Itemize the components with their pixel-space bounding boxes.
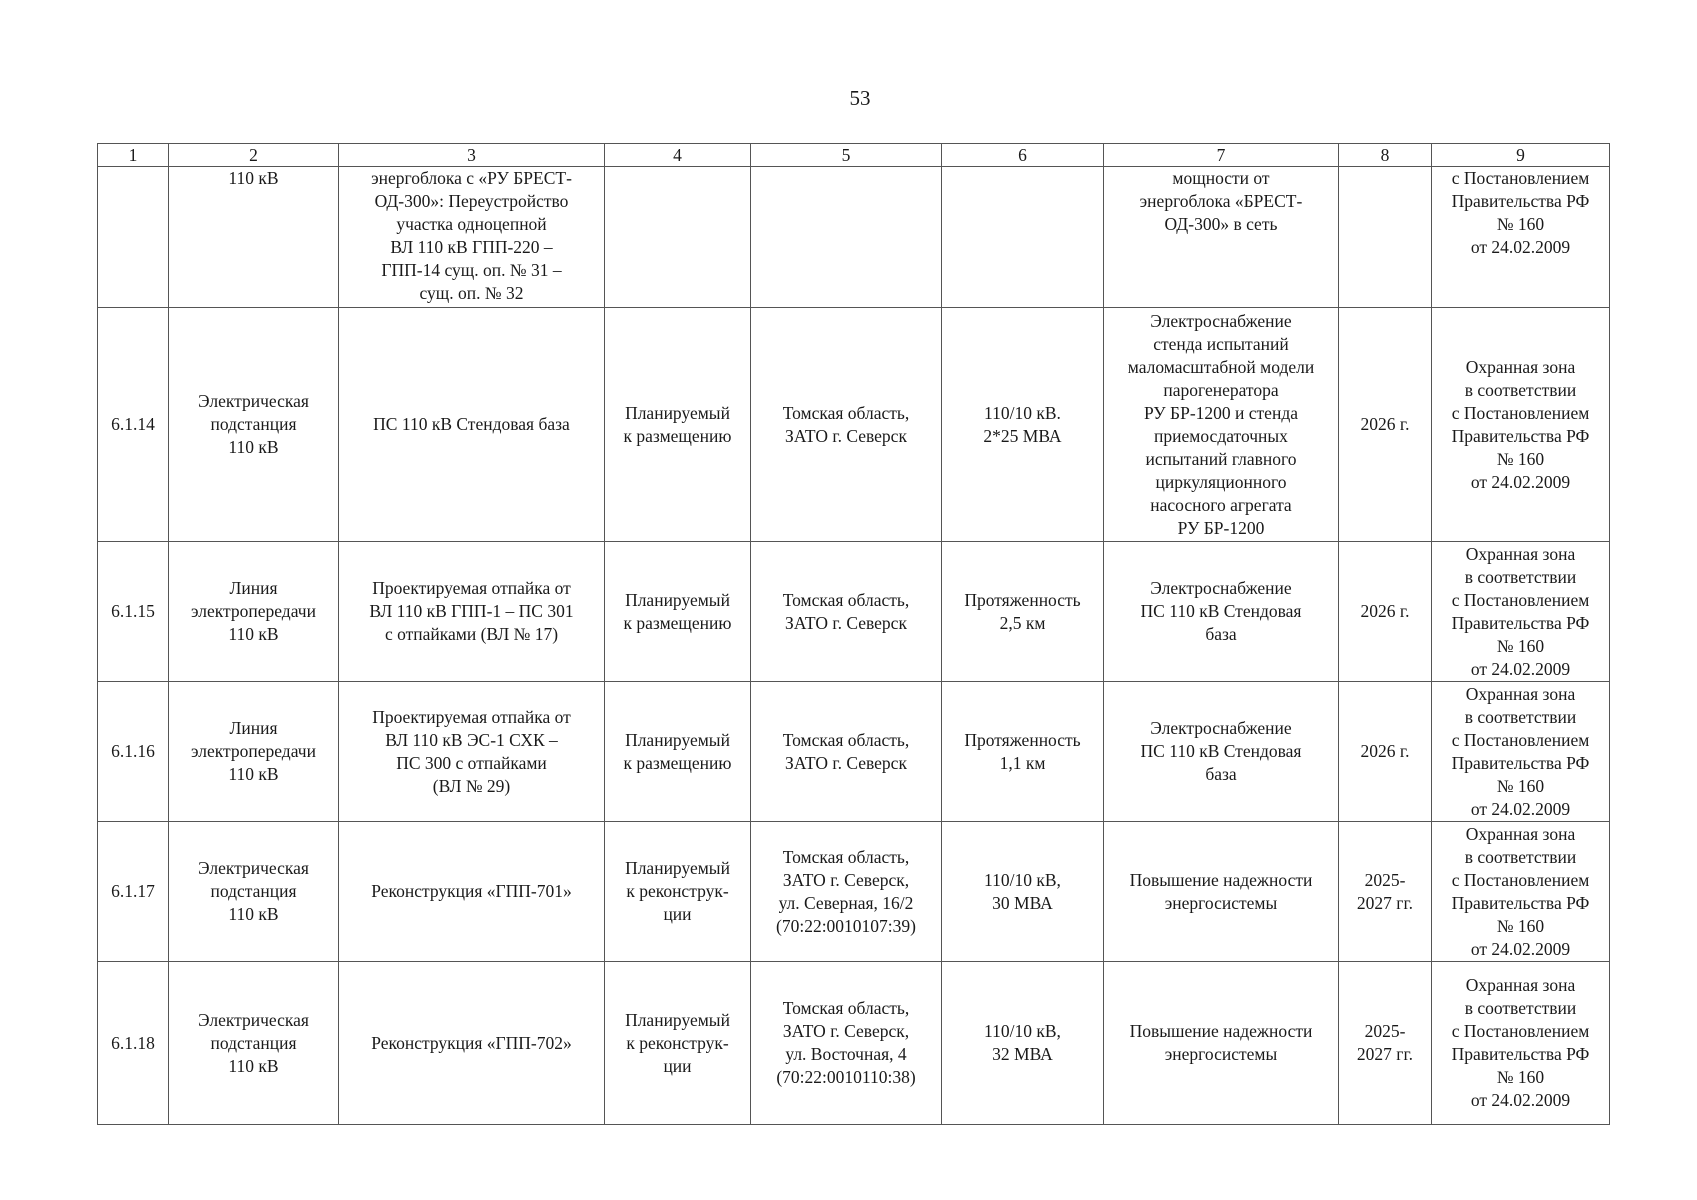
location-cell: Томская область, ЗАТО г. Северск [751, 542, 942, 682]
zone-cell: Охранная зона в соответствии с Постановлением Правительства РФ № 160 от 24.02.2009 [1432, 682, 1610, 822]
object-type-cell: Линия электропередачи 110 кВ [169, 542, 339, 682]
column-number: 6 [942, 144, 1104, 167]
zone-cell: Охранная зона в соответствии с Постановлением Правительства РФ № 160 от 24.02.2009 [1432, 822, 1610, 962]
status-cell [605, 167, 751, 308]
status-cell: Планируемый к реконструк- ции [605, 822, 751, 962]
column-number: 9 [1432, 144, 1610, 167]
location-cell: Томская область, ЗАТО г. Северск, ул. Северная, 16/2 (70:22:0010107:39) [751, 822, 942, 962]
parameters-cell: Протяженность 1,1 км [942, 682, 1104, 822]
object-type-cell: Линия электропередачи 110 кВ [169, 682, 339, 822]
zone-cell: с Постановлением Правительства РФ № 160 от 24.02.2009 [1432, 167, 1610, 308]
table-row-continuation [98, 167, 1610, 308]
column-number: 5 [751, 144, 942, 167]
column-number: 1 [98, 144, 169, 167]
location-cell: Томская область, ЗАТО г. Северск, ул. Восточная, 4 (70:22:0010110:38) [751, 962, 942, 1125]
parameters-cell: 110/10 кВ, 30 МВА [942, 822, 1104, 962]
column-number: 3 [339, 144, 605, 167]
term-cell: 2026 г. [1339, 542, 1432, 682]
object-name-cell: энергоблока с «РУ БРЕСТ- ОД-300»: Переустройство участка одноцепной ВЛ 110 кВ ГПП-220 – ГПП-14 сущ. оп. № 31 – сущ. оп. № 32 [339, 167, 605, 308]
term-cell: 2025- 2027 гг. [1339, 822, 1432, 962]
column-number: 2 [169, 144, 339, 167]
location-cell: Томская область, ЗАТО г. Северск [751, 682, 942, 822]
column-number: 4 [605, 144, 751, 167]
object-type-cell: Электрическая подстанция 110 кВ [169, 962, 339, 1125]
table-row [98, 308, 1610, 542]
parameters-cell: Протяженность 2,5 км [942, 542, 1104, 682]
purpose-cell: Электроснабжение стенда испытаний маломасштабной модели парогенератора РУ БР-1200 и стенда приемосдаточных испытаний главного циркуляционного насосного агрегата РУ БР-1200 [1104, 308, 1339, 542]
object-name-cell: Реконструкция «ГПП-702» [339, 962, 605, 1125]
page-number: 53 [849, 86, 871, 110]
table-row [98, 962, 1610, 1125]
object-type-cell: Электрическая подстанция 110 кВ [169, 822, 339, 962]
row-number-cell: 6.1.17 [98, 822, 169, 962]
table-row [98, 822, 1610, 962]
object-name-cell: ПС 110 кВ Стендовая база [339, 308, 605, 542]
parameters-cell [942, 167, 1104, 308]
objects-table [97, 143, 1610, 1125]
status-cell: Планируемый к размещению [605, 542, 751, 682]
column-number-row [98, 144, 1610, 167]
term-cell: 2026 г. [1339, 682, 1432, 822]
status-cell: Планируемый к размещению [605, 682, 751, 822]
status-cell: Планируемый к реконструк- ции [605, 962, 751, 1125]
object-name-cell: Проектируемая отпайка от ВЛ 110 кВ ГПП-1 – ПС 301 с отпайками (ВЛ № 17) [339, 542, 605, 682]
zone-cell: Охранная зона в соответствии с Постановлением Правительства РФ № 160 от 24.02.2009 [1432, 962, 1610, 1125]
zone-cell: Охранная зона в соответствии с Постановлением Правительства РФ № 160 от 24.02.2009 [1432, 308, 1610, 542]
zone-cell: Охранная зона в соответствии с Постановлением Правительства РФ № 160 от 24.02.2009 [1432, 542, 1610, 682]
object-name-cell: Проектируемая отпайка от ВЛ 110 кВ ЭС-1 СХК – ПС 300 с отпайками (ВЛ № 29) [339, 682, 605, 822]
term-cell [1339, 167, 1432, 308]
row-number-cell: 6.1.16 [98, 682, 169, 822]
object-type-cell: Электрическая подстанция 110 кВ [169, 308, 339, 542]
purpose-cell: Повышение надежности энергосистемы [1104, 822, 1339, 962]
parameters-cell: 110/10 кВ, 32 МВА [942, 962, 1104, 1125]
object-type-cell: 110 кВ [169, 167, 339, 308]
object-name-cell: Реконструкция «ГПП-701» [339, 822, 605, 962]
purpose-cell: мощности от энергоблока «БРЕСТ- ОД-300» в сеть [1104, 167, 1339, 308]
term-cell: 2026 г. [1339, 308, 1432, 542]
row-number-cell [98, 167, 169, 308]
row-number-cell: 6.1.18 [98, 962, 169, 1125]
table-row [98, 682, 1610, 822]
location-cell [751, 167, 942, 308]
column-number: 8 [1339, 144, 1432, 167]
purpose-cell: Электроснабжение ПС 110 кВ Стендовая база [1104, 682, 1339, 822]
row-number-cell: 6.1.14 [98, 308, 169, 542]
table-row [98, 542, 1610, 682]
column-number: 7 [1104, 144, 1339, 167]
location-cell: Томская область, ЗАТО г. Северск [751, 308, 942, 542]
purpose-cell: Повышение надежности энергосистемы [1104, 962, 1339, 1125]
parameters-cell: 110/10 кВ. 2*25 МВА [942, 308, 1104, 542]
row-number-cell: 6.1.15 [98, 542, 169, 682]
term-cell: 2025- 2027 гг. [1339, 962, 1432, 1125]
status-cell: Планируемый к размещению [605, 308, 751, 542]
purpose-cell: Электроснабжение ПС 110 кВ Стендовая база [1104, 542, 1339, 682]
